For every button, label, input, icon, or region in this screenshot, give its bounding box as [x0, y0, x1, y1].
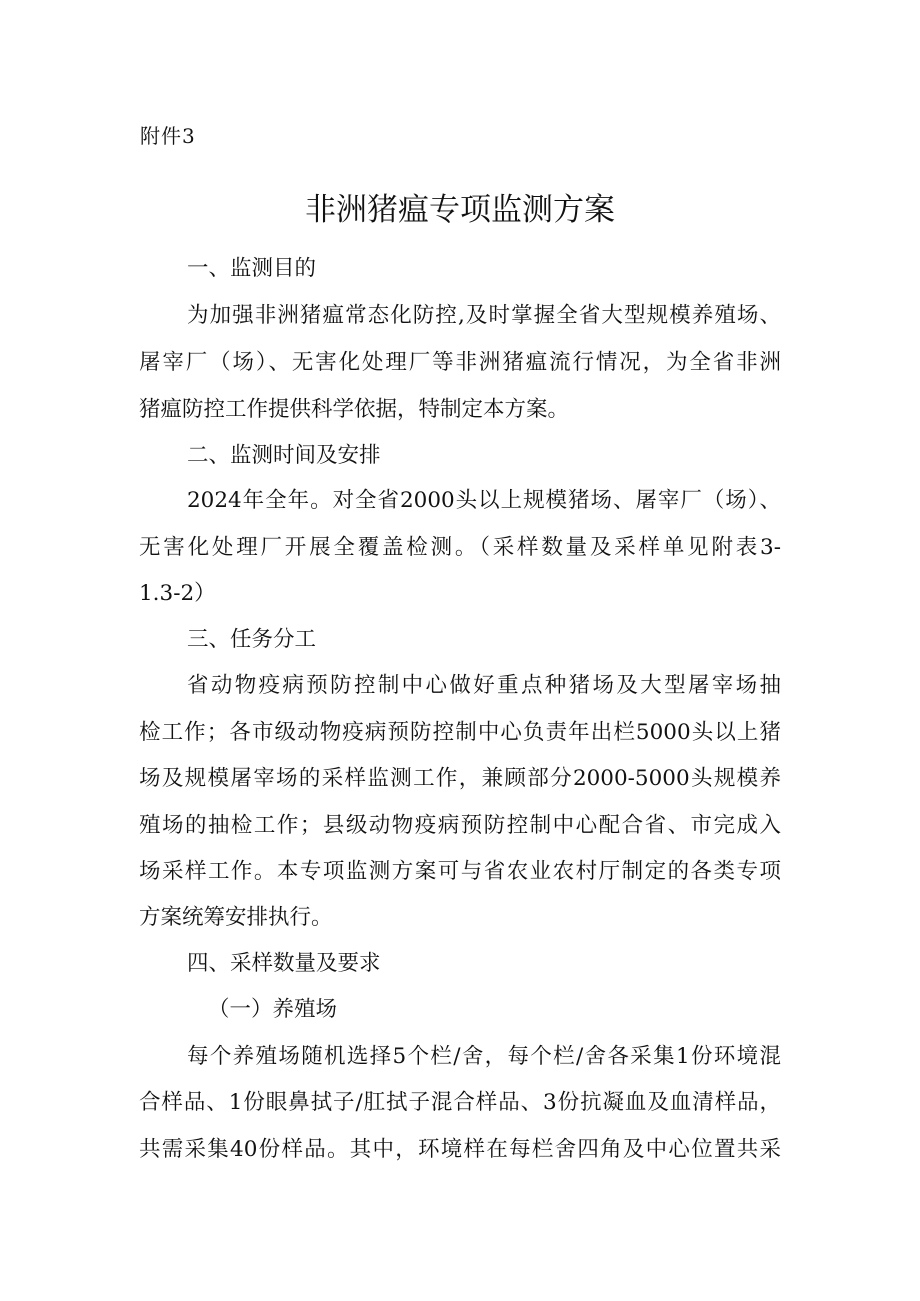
paragraph-line: 为加强非洲猪瘟常态化防控,及时掌握全省大型规模养殖场、	[187, 303, 781, 328]
paragraph-line: 屠宰厂（场）、无害化处理厂等非洲猪瘟流行情况，为全省非洲	[139, 350, 781, 375]
paragraph-line: 2024年全年。对全省2000头以上规模猪场、屠宰厂（场）、	[187, 488, 781, 513]
paragraph-line: 每个养殖场随机选择5个栏/舍，每个栏/舍各采集1份环境混	[187, 1044, 781, 1069]
subsection-heading: （一）养殖场	[208, 997, 338, 1022]
paragraph-line: 省动物疫病预防控制中心做好重点种猪场及大型屠宰场抽	[187, 673, 781, 698]
paragraph-line: 合样品、1份眼鼻拭子/肛拭子混合样品、3份抗凝血及血清样品，	[139, 1090, 781, 1115]
paragraph-line: 无害化处理厂开展全覆盖检测。（采样数量及采样单见附表3-	[139, 535, 781, 560]
paragraph-line: 猪瘟防控工作提供科学依据，特制定本方案。	[139, 397, 570, 422]
paragraph-line: 场采样工作。本专项监测方案可与省农业农村厅制定的各类专项	[139, 859, 781, 884]
section-heading-2: 二、监测时间及安排	[187, 443, 381, 468]
paragraph-line: 场及规模屠宰场的采样监测工作，兼顾部分2000-5000头规模养	[139, 766, 781, 791]
document-title: 非洲猪瘟专项监测方案	[305, 192, 615, 228]
paragraph-line: 1.3-2）	[139, 581, 216, 606]
paragraph-line: 方案统筹安排执行。	[139, 905, 333, 930]
attachment-label: 附件3	[140, 124, 196, 148]
paragraph-line: 殖场的抽检工作；县级动物疫病预防控制中心配合省、市完成入	[139, 813, 781, 838]
section-heading-1: 一、监测目的	[187, 256, 317, 281]
section-heading-4: 四、采样数量及要求	[187, 951, 381, 976]
section-heading-3: 三、任务分工	[187, 627, 317, 652]
paragraph-line: 检工作；各市级动物疫病预防控制中心负责年出栏5000头以上猪	[139, 720, 781, 745]
paragraph-line: 共需采集40份样品。其中，环境样在每栏舍四角及中心位置共采	[139, 1137, 781, 1162]
